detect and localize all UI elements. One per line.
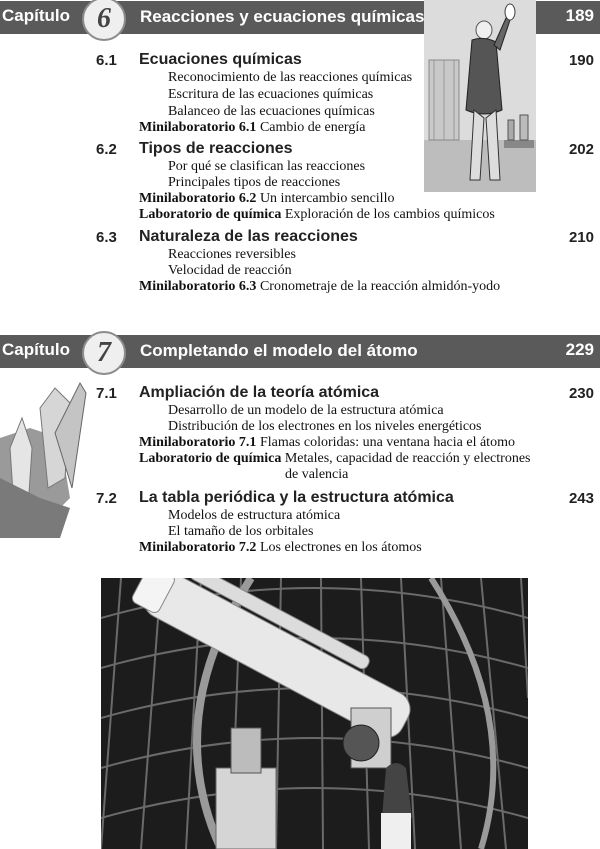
section-page: 210 [568, 229, 594, 246]
topic-item: Reacciones reversibles [168, 247, 296, 262]
section-number: 7.1 [96, 385, 117, 402]
chemist-illustration [424, 0, 536, 192]
lab-entry [139, 450, 531, 467]
chapter-label: Capítulo [2, 340, 70, 359]
lab-name: Minilaboratorio 6.1 [139, 120, 257, 135]
lab-name: Minilaboratorio 7.1 [139, 435, 257, 450]
section-title: Ampliación de la teoría atómica [139, 384, 380, 401]
lab-entry [139, 119, 365, 136]
lab-entry [139, 434, 515, 451]
lab-title-continuation: de valencia [285, 467, 349, 482]
section-title: Tipos de reacciones [139, 140, 293, 157]
section-number: 6.3 [96, 229, 117, 246]
lab-title: Cronometraje de la reacción almidón-yodo [256, 279, 501, 294]
topic-item: Desarrollo de un modelo de la estructura atómica [168, 403, 444, 418]
section-page: 230 [568, 385, 594, 402]
section-page: 243 [568, 490, 594, 507]
chapter-number: 6 [82, 0, 126, 41]
chapter-number: 7 [82, 331, 126, 375]
lab-name: Minilaboratorio 6.2 [139, 191, 257, 206]
lab-entry [139, 206, 495, 223]
section-page: 190 [568, 52, 594, 69]
crystal-photo [0, 378, 92, 538]
lab-entry [139, 190, 394, 207]
topic-item: Por qué se clasifican las reacciones [168, 159, 366, 174]
chapter-page: 229 [565, 340, 594, 359]
topic-item: Reconocimiento de las reacciones químicas [168, 70, 413, 85]
section-number: 7.2 [96, 490, 117, 507]
topic-item: Modelos de estructura atómica [168, 508, 341, 523]
telescope-photo [101, 578, 528, 849]
section-number: 6.2 [96, 141, 117, 158]
lab-entry [139, 539, 422, 556]
lab-name: Minilaboratorio 7.2 [139, 540, 257, 555]
topic-item: Distribución de los electrones en los niveles energéticos [168, 419, 482, 434]
section-title: La tabla periódica y la estructura atómica [139, 489, 454, 506]
topic-item: Principales tipos de reacciones [168, 175, 341, 190]
topic-item: Escritura de las ecuaciones químicas [168, 87, 374, 102]
lab-title: Metales, capacidad de reacción y electrones [281, 451, 531, 466]
section-title: Naturaleza de las reacciones [139, 228, 358, 245]
section-title: Ecuaciones químicas [139, 51, 302, 68]
lab-name: Laboratorio de química [139, 451, 282, 466]
chapter-label: Capítulo [2, 6, 70, 25]
chapter-title: Reacciones y ecuaciones químicas [140, 7, 425, 26]
chapter-page: 189 [565, 6, 594, 25]
chapter-7-header [0, 335, 600, 368]
section-number: 6.1 [96, 52, 117, 69]
lab-name: Laboratorio de química [139, 207, 282, 222]
lab-title: Un intercambio sencillo [256, 191, 395, 206]
topic-item: Velocidad de reacción [168, 263, 292, 278]
chapter-title: Completando el modelo del átomo [140, 341, 418, 360]
lab-title: Flamas coloridas: una ventana hacia el átomo [256, 435, 515, 450]
section-page: 202 [568, 141, 594, 158]
lab-entry [139, 278, 500, 295]
topic-item: Balanceo de las ecuaciones químicas [168, 104, 375, 119]
lab-title: Los electrones en los átomos [256, 540, 422, 555]
lab-name: Minilaboratorio 6.3 [139, 279, 257, 294]
topic-item: El tamaño de los orbitales [168, 524, 314, 539]
lab-title: Cambio de energía [256, 120, 366, 135]
lab-title: Exploración de los cambios químicos [281, 207, 495, 222]
